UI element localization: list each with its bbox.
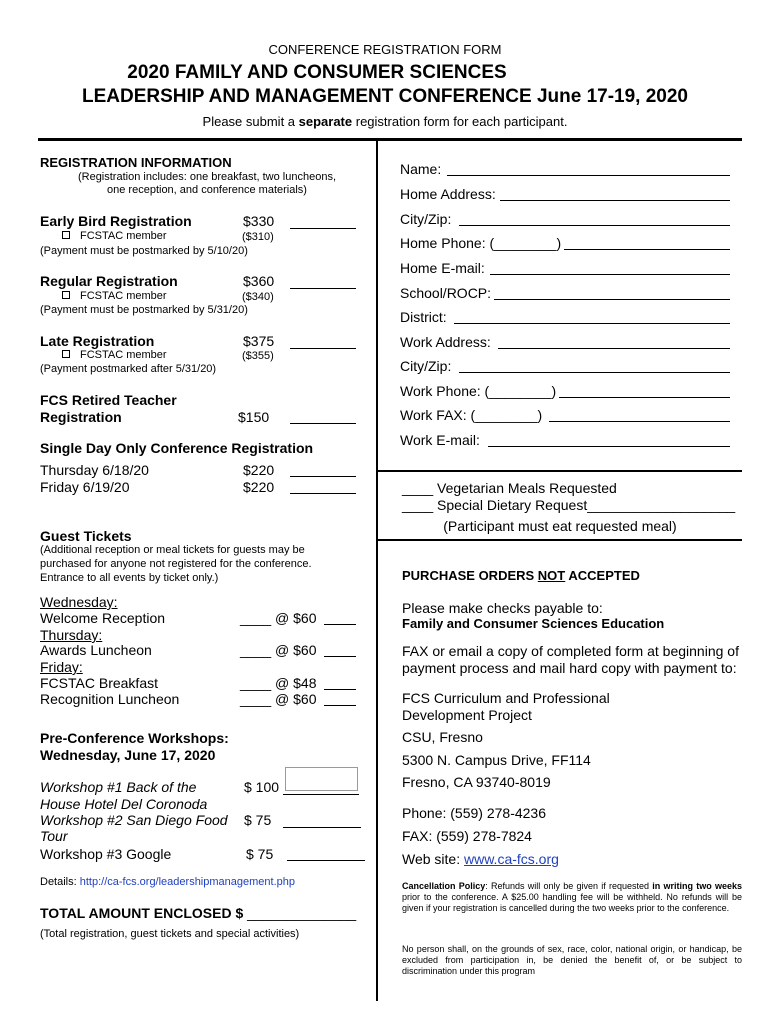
- late-note: (Payment postmarked after 5/31/20): [40, 363, 217, 375]
- participant-field-input[interactable]: [488, 446, 730, 447]
- guest-awards-price: ____ @ $60: [240, 642, 317, 658]
- guest-recognition: Recognition Luncheon: [40, 691, 180, 707]
- regular-amount-field[interactable]: [290, 288, 356, 289]
- retired-amount-field[interactable]: [290, 423, 356, 424]
- guest-friday: Friday:: [40, 659, 83, 675]
- checkbox-icon[interactable]: [62, 231, 70, 239]
- participant-field-input[interactable]: [564, 249, 730, 250]
- address-2: Development Project: [402, 707, 532, 723]
- guest-thursday: Thursday:: [40, 627, 103, 643]
- regular-price: $360: [243, 273, 275, 289]
- website-link[interactable]: www.ca-fcs.org: [464, 851, 559, 867]
- participant-field-label: City/Zip:: [400, 211, 452, 227]
- participant-field[interactable]: [400, 309, 447, 325]
- participant-field[interactable]: [400, 235, 561, 251]
- guest-heading: Guest Tickets: [40, 528, 132, 544]
- cancellation-policy: Cancellation Policy: Refunds will only be given if requested in writing two weeks prior to the conference. A $25.00 handling fee will be withheld. No refunds will be given if your registration is cancelled during the two weeks prior to the conference.: [402, 881, 742, 913]
- welcome-amount-field[interactable]: [324, 624, 356, 625]
- participant-field-input[interactable]: [494, 299, 730, 300]
- workshop-3-label: Workshop #3 Google: [40, 846, 172, 862]
- address-4: 5300 N. Campus Drive, FF114: [402, 752, 591, 768]
- friday-amount-field[interactable]: [290, 493, 356, 494]
- form-label: CONFERENCE REGISTRATION FORM: [268, 42, 502, 57]
- early-bird-note: (Payment must be postmarked by 5/10/20): [40, 245, 248, 257]
- participant-field-label: Home Phone: (________): [400, 235, 562, 251]
- guest-recognition-price: ____ @ $60: [240, 691, 317, 707]
- regular-member-price: ($340): [242, 291, 274, 303]
- right-divider-2: [378, 539, 742, 541]
- participant-field-input[interactable]: [500, 200, 730, 201]
- workshop-1-line-2: House Hotel Del Coronoda: [40, 796, 208, 812]
- details-link[interactable]: http://ca-fcs.org/leadershipmanagement.php: [79, 876, 295, 888]
- participant-field[interactable]: [400, 334, 491, 350]
- guest-note-3: Entrance to all events by ticket only.): [40, 572, 219, 584]
- retired-label-1: FCS Retired Teacher: [40, 392, 177, 408]
- participant-field-label: Home E-mail:: [400, 260, 485, 276]
- workshop-1-line-1: Workshop #1 Back of the: [40, 779, 197, 795]
- workshop-2-price: $ 75: [244, 812, 272, 828]
- fax: FAX: (559) 278-7824: [402, 828, 532, 844]
- workshop-1-amount-field[interactable]: [283, 794, 359, 795]
- participant-field-label: Name:: [400, 161, 442, 177]
- guest-awards: Awards Luncheon: [40, 642, 152, 658]
- participant-field[interactable]: [400, 211, 451, 227]
- nondiscrimination-statement: No person shall, on the grounds of sex, race, color, national origin, or handicap, be excluded from participation in, be denied the benefit of, or be subject to discrimination under this program: [402, 944, 742, 976]
- participant-field-input[interactable]: [490, 274, 730, 275]
- participant-field[interactable]: [400, 358, 451, 374]
- details: Details: http://ca-fcs.org/leadershipmanagement.php: [40, 876, 295, 888]
- vegetarian-request[interactable]: ____ Vegetarian Meals Requested: [402, 480, 617, 496]
- instruction: Please submit a separate registration form for each participant.: [202, 114, 568, 129]
- participant-field-input[interactable]: [454, 323, 730, 324]
- participant-field[interactable]: [400, 260, 485, 276]
- workshops-heading-2: Wednesday, June 17, 2020: [40, 747, 216, 763]
- workshop-2-line-2: Tour: [40, 828, 68, 844]
- early-bird-member-price: ($310): [242, 231, 274, 243]
- participant-field-input[interactable]: [498, 348, 730, 349]
- breakfast-amount-field[interactable]: [324, 689, 356, 690]
- participant-field-label: Home Address:: [400, 186, 496, 202]
- regular-label: Regular Registration: [40, 273, 178, 289]
- participant-field[interactable]: [400, 186, 496, 202]
- participant-field-input[interactable]: [459, 372, 730, 373]
- participant-field-label: Work Phone: (________): [400, 383, 557, 399]
- participant-field[interactable]: [400, 407, 542, 423]
- purchase-orders: PURCHASE ORDERS NOT ACCEPTED: [402, 568, 640, 583]
- early-bird-label: Early Bird Registration: [40, 213, 192, 229]
- phone: Phone: (559) 278-4236: [402, 805, 546, 821]
- awards-amount-field[interactable]: [324, 656, 356, 657]
- guest-note-2: purchased for anyone not registered for the conference.: [40, 558, 312, 570]
- guest-breakfast: FCSTAC Breakfast: [40, 675, 158, 691]
- participant-field[interactable]: [400, 161, 441, 177]
- meal-note: (Participant must eat requested meal): [443, 518, 677, 534]
- workshop-2-amount-field[interactable]: [283, 827, 361, 828]
- single-day-friday: Friday 6/19/20: [40, 479, 130, 495]
- title-line-1: 2020 FAMILY AND CONSUMER SCIENCES: [127, 62, 507, 83]
- fax-instruction-2: payment process and mail hard copy with payment to:: [402, 660, 737, 676]
- checkbox-icon[interactable]: [62, 291, 70, 299]
- participant-field-label: Work FAX: (________): [400, 407, 543, 423]
- early-bird-member[interactable]: FCSTAC member: [62, 230, 167, 242]
- participant-field-input[interactable]: [549, 421, 730, 422]
- participant-field-label: City/Zip:: [400, 358, 452, 374]
- late-member[interactable]: FCSTAC member: [62, 349, 167, 361]
- checks-line: Please make checks payable to:: [402, 600, 603, 616]
- participant-field[interactable]: [400, 432, 480, 448]
- registration-note-1: (Registration includes: one breakfast, two luncheons,: [77, 171, 337, 183]
- thursday-amount-field[interactable]: [290, 476, 356, 477]
- participant-field-label: Work E-mail:: [400, 432, 480, 448]
- participant-field-label: Work Address:: [400, 334, 491, 350]
- participant-field[interactable]: [400, 383, 556, 399]
- late-amount-field[interactable]: [290, 348, 356, 349]
- total-label: TOTAL AMOUNT ENCLOSED $ ______________: [40, 905, 357, 921]
- guest-welcome-price: ____ @ $60: [240, 610, 317, 626]
- single-day-thursday-price: $220: [243, 462, 275, 478]
- workshop-1-input-box[interactable]: [285, 767, 358, 791]
- right-divider-1: [378, 470, 742, 472]
- regular-member[interactable]: FCSTAC member: [62, 290, 167, 302]
- retired-label-2: Registration: [40, 409, 122, 425]
- registration-heading: REGISTRATION INFORMATION: [40, 155, 232, 170]
- guest-welcome: Welcome Reception: [40, 610, 166, 626]
- late-price: $375: [243, 333, 275, 349]
- total-note: (Total registration, guest tickets and special activities): [40, 928, 300, 940]
- guest-wednesday: Wednesday:: [40, 594, 118, 610]
- website: Web site: www.ca-fcs.org: [402, 851, 559, 867]
- workshops-heading-1: Pre-Conference Workshops:: [40, 730, 229, 746]
- header-divider: [38, 138, 742, 141]
- early-bird-price: $330: [243, 213, 275, 229]
- column-divider: [376, 141, 378, 1001]
- total-amount-field[interactable]: ______________: [247, 905, 357, 921]
- single-day-heading: Single Day Only Conference Registration: [40, 440, 314, 456]
- late-member-price: ($355): [242, 350, 274, 362]
- retired-price: $150: [238, 409, 270, 425]
- address-1: FCS Curriculum and Professional: [402, 690, 610, 706]
- registration-note-2: one reception, and conference materials): [107, 184, 307, 196]
- guest-note-1: (Additional reception or meal tickets for guests may be: [40, 544, 305, 556]
- payee: Family and Consumer Sciences Education: [402, 616, 665, 631]
- checkbox-icon[interactable]: [62, 350, 70, 358]
- address-5: Fresno, CA 93740-8019: [402, 774, 551, 790]
- early-bird-amount-field[interactable]: [290, 228, 356, 229]
- title-line-2: LEADERSHIP AND MANAGEMENT CONFERENCE June 17-19, 2020: [81, 86, 688, 107]
- regular-note: (Payment must be postmarked by 5/31/20): [40, 304, 248, 316]
- participant-field-label: District:: [400, 309, 447, 325]
- single-day-friday-price: $220: [243, 479, 275, 495]
- fax-instruction-1: FAX or email a copy of completed form at beginning of: [402, 643, 739, 659]
- participant-field-input[interactable]: [447, 175, 730, 176]
- guest-breakfast-price: ____ @ $48: [240, 675, 317, 691]
- participant-field[interactable]: [400, 285, 491, 301]
- address-3: CSU, Fresno: [402, 729, 483, 745]
- participant-field-input[interactable]: [559, 397, 730, 398]
- workshop-3-amount-field[interactable]: [287, 860, 365, 861]
- workshop-1-price: $ 100: [244, 779, 280, 795]
- recognition-amount-field[interactable]: [324, 705, 356, 706]
- participant-field-input[interactable]: [459, 225, 730, 226]
- participant-field-label: School/ROCP:: [400, 285, 492, 301]
- special-diet-request[interactable]: ____ Special Dietary Request___________________: [402, 497, 736, 513]
- workshop-2-line-1: Workshop #2 San Diego Food: [40, 812, 228, 828]
- workshop-3-price: $ 75: [246, 846, 274, 862]
- single-day-thursday: Thursday 6/18/20: [40, 462, 149, 478]
- late-label: Late Registration: [40, 333, 155, 349]
